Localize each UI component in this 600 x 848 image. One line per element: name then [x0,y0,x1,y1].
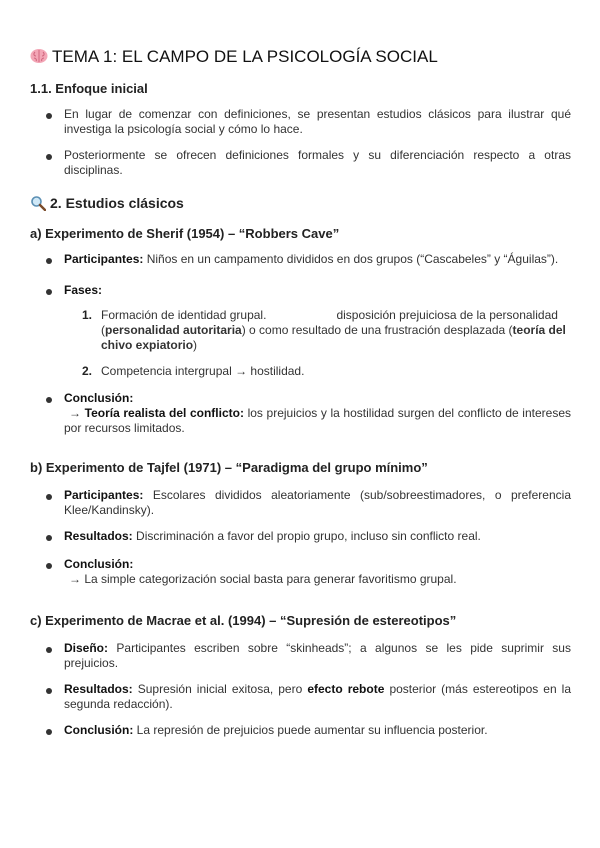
bullet-dot [46,494,52,500]
s11-bullet-2: Posteriormente se ofrecen definiciones formales y su diferenciación respecto a otras disciplinas. [64,148,571,177]
section-2-heading-text: 2. Estudios clásicos [50,195,184,211]
fase-2-text: Competencia intergrupal → hostilidad. [101,364,305,378]
bullet-dot [46,688,52,694]
bullet-dot [46,154,52,160]
macrae-design: Diseño: Participantes escriben sobre “skinheads”; a algunos se les pide suprimir sus prejuicios. [64,641,571,670]
bullet-dot [46,289,52,295]
macrae-results: Resultados: Supresión inicial exitosa, pero efecto rebote posterior (más estereotipos en la segunda redacción). [64,682,572,711]
tajfel-results: Resultados: Discriminación a favor del propio grupo, incluso sin conflicto real. [64,529,481,543]
section-1-1-heading: 1.1. Enfoque inicial [30,81,148,96]
bullet-dot [46,397,52,403]
sherif-participants: Participantes: Niños en un campamento divididos en dos grupos (“Cascabeles” y “Águilas”). [64,252,559,266]
tajfel-conclusion: Conclusión: → La simple categorización social basta para generar favoritismo grupal. [64,557,457,586]
bullet-dot [46,647,52,653]
bullet-dot [46,258,52,264]
macrae-heading: c) Experimento de Macrae et al. (1994) – “Supresión de estereotipos” [30,613,457,628]
bullet-dot [46,113,52,119]
tajfel-participants: Participantes: Escolares divididos aleatoriamente (sub/sobreestimadores, o preferencia Klee/Kandinsky). [64,488,571,517]
brain-icon [30,48,48,70]
sherif-heading: a) Experimento de Sherif (1954) – “Robbers Cave” [30,226,340,241]
s11-bullet-1: En lugar de comenzar con definiciones, se presentan estudios clásicos para ilustrar qué investiga la psicología social y cómo lo hace. [64,107,571,136]
fase-1-text: Formación de identidad grupal. disposición prejuiciosa de la personalidad (personalidad autoritaria) o como resultado de una frustración desplazada (teoría del chivo expiatorio) [101,308,566,352]
fase-2-number: 2. [82,364,93,378]
bullet-dot [46,563,52,569]
bullet-dot [46,535,52,541]
page-title [30,46,438,70]
sherif-fases: Fases: [64,283,103,297]
macrae-conclusion: Conclusión: La represión de prejuicios puede aumentar su influencia posterior. [64,723,488,737]
bullet-dot [46,729,52,735]
sherif-conclusion: Conclusión: → Teoría realista del conflicto: los prejuicios y la hostilidad surgen del conflicto de intereses por recursos limitados. [64,391,571,435]
participants-label: Participantes: [64,252,144,266]
tajfel-heading: b) Experimento de Tajfel (1971) – “Paradigma del grupo mínimo” [30,460,428,475]
fase-1-number: 1. [82,308,93,322]
page-title-text: TEMA 1: EL CAMPO DE LA PSICOLOGÍA SOCIAL [52,47,438,66]
section-2-heading [30,194,184,215]
magnifier-icon [30,195,46,215]
